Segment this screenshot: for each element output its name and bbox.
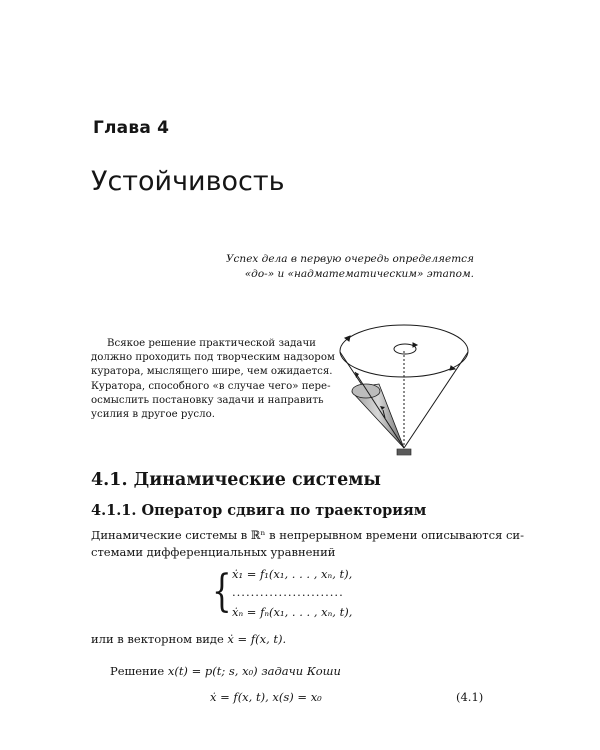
- chapter-title: Устойчивость: [91, 166, 285, 197]
- epigraph-line: Успех дела в первую очередь определяется: [225, 253, 474, 265]
- vector-form-text: или в векторном виде: [91, 632, 228, 646]
- side-note-line: должно проходить под творческим надзором: [91, 352, 335, 364]
- left-brace: {: [212, 566, 232, 617]
- vector-form-formula: ẋ = f(x, t).: [227, 632, 287, 646]
- side-note-line: Куратора, способного «в случае чего» пере-: [91, 380, 331, 392]
- equation-number: (4.1): [456, 690, 484, 704]
- ground-base: [397, 449, 411, 455]
- display-formula: ẋ = f(x, t), x(s) = x₀: [210, 690, 322, 704]
- side-note-line: Всякое решение практической задачи: [107, 338, 316, 349]
- chapter-label: Глава 4: [93, 118, 170, 138]
- cauchy-formula: x(t) = p(t; s, x₀): [167, 664, 258, 678]
- side-note-line: осмыслить постановку задачи и направить: [91, 394, 324, 406]
- paragraph-line: стемами дифференциальных уравнений: [91, 545, 336, 559]
- side-note-line: усилия в другое русло.: [91, 409, 215, 421]
- vector-form-line: [91, 632, 286, 646]
- equation-system: [212, 565, 412, 623]
- system-ellipsis-row: ........................: [232, 585, 344, 599]
- subsection-heading: 4.1.1. Оператор сдвига по траекториям: [91, 502, 427, 519]
- cauchy-prefix: Решение: [110, 664, 168, 678]
- side-note-line: куратора, мыслящего шире, чем ожидается.: [91, 366, 333, 378]
- epigraph-line: «до-» и «надматематическим» этапом.: [244, 268, 474, 280]
- section-heading: 4.1. Динамические системы: [91, 470, 381, 490]
- paragraph-line: Динамические системы в ℝⁿ в непрерывном времени описываются си-: [91, 528, 524, 542]
- side-note: [91, 337, 335, 422]
- system-equation-first: ẋ₁ = f₁(x₁, . . . , xₙ, t),: [232, 567, 353, 581]
- cone-figure: [325, 300, 485, 460]
- small-cone: [352, 372, 404, 448]
- epigraph: [214, 252, 474, 282]
- cauchy-line: [110, 664, 341, 678]
- cauchy-suffix: задачи Коши: [257, 664, 341, 678]
- body-paragraph: [91, 527, 524, 561]
- system-equation-last: ẋₙ = fₙ(x₁, . . . , xₙ, t),: [232, 605, 353, 619]
